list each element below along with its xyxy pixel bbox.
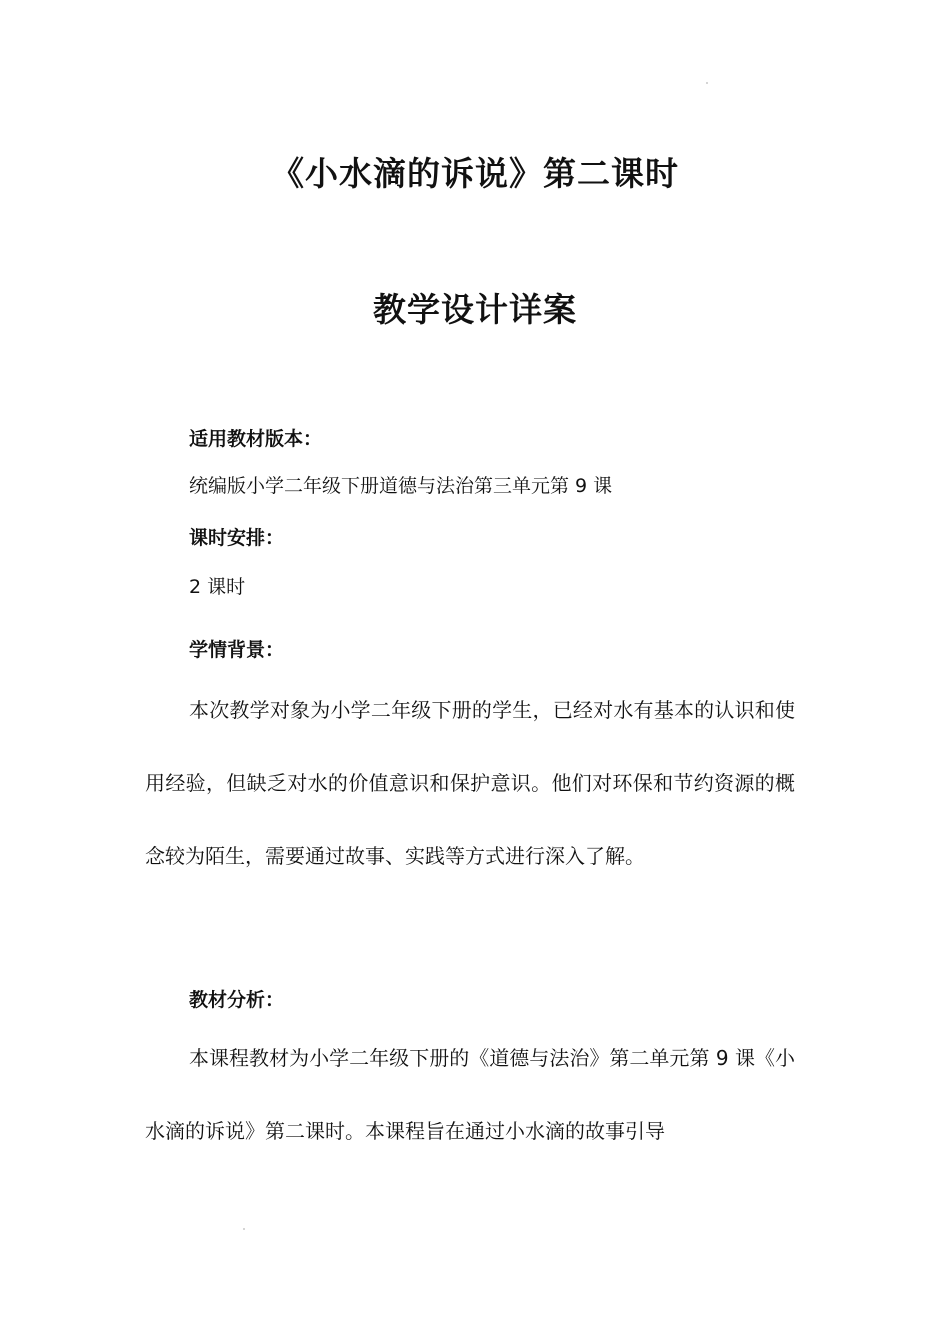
textbook-version-heading: 适用教材版本： [189, 428, 323, 450]
page-footer-mark [243, 1228, 245, 1230]
material-analysis-heading: 教材分析： [189, 989, 285, 1011]
material-analysis-paragraph: 本课程教材为小学二年级下册的《道德与法治》第二单元第 9 课《小水滴的诉说》第二课时。本课程旨在通过小水滴的故事引导 [145, 1046, 795, 1143]
document-title-line1: 《小水滴的诉说》第二课时 [271, 154, 679, 193]
class-hours-heading: 课时安排： [189, 527, 285, 549]
document-title-line2: 教学设计详案 [373, 290, 577, 329]
class-hours-content: 2 课时 [189, 576, 246, 598]
textbook-version-content: 统编版小学二年级下册道德与法治第三单元第 9 课 [189, 475, 613, 497]
student-background-heading: 学情背景： [189, 639, 285, 661]
page-corner-mark [706, 82, 708, 84]
student-background-paragraph: 本次教学对象为小学二年级下册的学生，已经对水有基本的认识和使用经验，但缺乏对水的价值意识和保护意识。他们对环保和节约资源的概念较为陌生，需要通过故事、实践等方式进行深入了解。 [145, 698, 795, 868]
